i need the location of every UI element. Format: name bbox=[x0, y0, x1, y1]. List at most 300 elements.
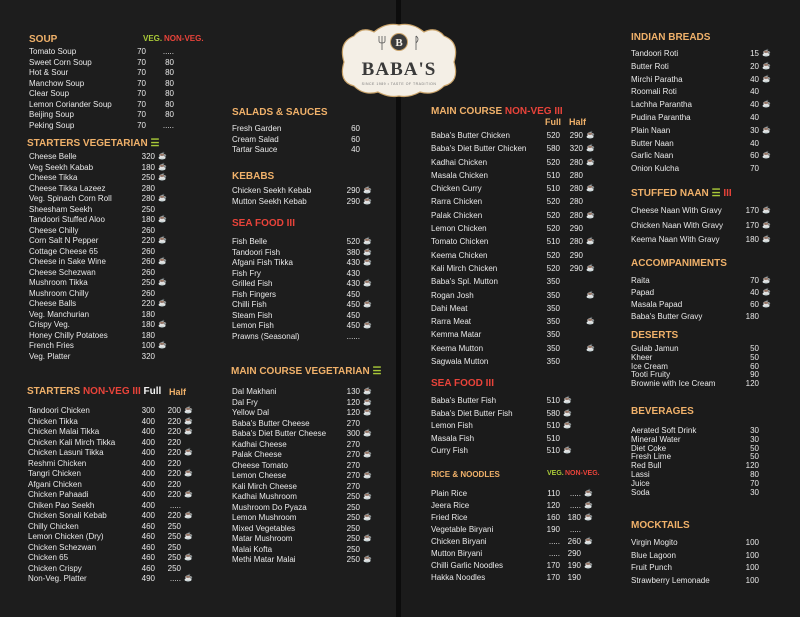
menu-item-price: 120 bbox=[745, 379, 759, 389]
menu-item-price: 180 bbox=[745, 235, 759, 244]
chef-hat-icon: ☕ bbox=[762, 301, 771, 308]
menu-item-price: 250 bbox=[346, 513, 360, 522]
mocktails-title: MOCKTAILS bbox=[631, 520, 690, 531]
menu-item bbox=[431, 445, 591, 458]
chef-hat-icon: ☕ bbox=[586, 291, 595, 299]
chef-hat-icon: ☕ bbox=[762, 101, 771, 109]
menu-item-name: Mineral Water bbox=[631, 434, 681, 444]
chef-hat-icon: ☕ bbox=[363, 388, 372, 395]
chef-hat-icon: ☕ bbox=[586, 264, 595, 272]
menu-item-price-full: 520 bbox=[546, 210, 560, 220]
menu-item-price-half: 280 bbox=[569, 210, 583, 220]
chef-hat-icon: ☕ bbox=[762, 221, 771, 229]
menu-item-price-half: 180 bbox=[567, 513, 581, 522]
menu-item-name: Fish Belle bbox=[232, 237, 268, 246]
menu-item bbox=[28, 448, 208, 459]
menu-item bbox=[29, 58, 199, 69]
chef-hat-icon: ☕ bbox=[584, 538, 593, 545]
menu-item bbox=[631, 48, 771, 61]
menu-item-name: Cheese Naan With Gravy bbox=[631, 206, 722, 215]
chef-hat-icon: ☕ bbox=[584, 502, 593, 509]
menu-item-price-half: 290 bbox=[569, 250, 583, 260]
menu-item bbox=[29, 184, 189, 195]
menu-item-price-full: 400 bbox=[141, 448, 155, 457]
menu-item-price-full: 350 bbox=[546, 317, 560, 327]
menu-item bbox=[431, 182, 616, 195]
soup-section bbox=[29, 34, 204, 130]
chef-hat-icon: ☕ bbox=[563, 447, 572, 455]
menu-item-price: 280 bbox=[141, 194, 155, 203]
menu-item-price-half: 220 bbox=[167, 437, 181, 447]
menu-item-price: 260 bbox=[141, 225, 155, 235]
menu-item bbox=[29, 226, 189, 237]
menu-item-name: Lemon Fish bbox=[232, 321, 274, 330]
menu-item-name: Dahi Meat bbox=[431, 303, 468, 313]
menu-item-price: 120 bbox=[346, 408, 360, 417]
chef-hat-icon: ☕ bbox=[762, 50, 771, 57]
svg-text:B: B bbox=[395, 37, 403, 49]
menu-item bbox=[232, 419, 382, 430]
menu-item-name: Chicken Sonali Kebab bbox=[28, 511, 107, 520]
menu-item-price-full: 460 bbox=[141, 553, 155, 562]
chef-hat-icon: ☕ bbox=[584, 514, 593, 521]
menu-item-price-half: ..... bbox=[162, 47, 174, 56]
menu-item-price-half: 320 bbox=[569, 144, 583, 154]
menu-item-price: 450 bbox=[346, 321, 360, 330]
menu-item bbox=[232, 555, 382, 566]
menu-item-price-full: 110 bbox=[547, 489, 560, 498]
menu-item bbox=[28, 469, 208, 480]
menu-item-name: Yellow Dal bbox=[232, 408, 270, 417]
menu-item bbox=[29, 247, 189, 258]
menu-item-price-half: 80 bbox=[165, 57, 174, 67]
starters-veg-title-text: STARTERS VEGETARIAN bbox=[27, 138, 148, 149]
menu-item-name: Lemon Coriander Soup bbox=[29, 99, 112, 109]
menu-item-name: Chicken Schezwan bbox=[28, 542, 97, 552]
menu-item-price-half: ..... bbox=[169, 574, 181, 583]
menu-item bbox=[232, 440, 382, 451]
starters-veg-title bbox=[27, 138, 187, 150]
menu-item-price-full: 400 bbox=[141, 427, 155, 436]
menu-item-name: Chicken Tikka bbox=[28, 416, 78, 426]
menu-item-price: 250 bbox=[346, 492, 360, 501]
menu-item-name: French Fries bbox=[29, 341, 74, 350]
rice-veg-header: VEG. bbox=[547, 470, 564, 477]
menu-item bbox=[29, 352, 189, 363]
chef-hat-icon: ☕ bbox=[363, 451, 372, 458]
main-nonveg-title-red: NON-VEG bbox=[504, 106, 552, 117]
menu-item bbox=[29, 163, 189, 174]
menu-item-price-full: 400 bbox=[141, 469, 155, 478]
menu-item-price: 510 bbox=[546, 421, 560, 431]
menu-item bbox=[29, 47, 199, 58]
menu-item-name: Mutton Seekh Kebab bbox=[232, 196, 307, 206]
menu-item bbox=[232, 429, 382, 440]
menu-item-price-full: 460 bbox=[141, 532, 155, 541]
chef-hat-icon: ☕ bbox=[762, 277, 771, 284]
menu-item bbox=[431, 209, 616, 222]
seafood2-title bbox=[431, 378, 591, 390]
menu-item-price-full: ..... bbox=[548, 549, 560, 558]
menu-item-name: Corn Salt N Pepper bbox=[29, 236, 99, 245]
menu-item bbox=[28, 427, 208, 438]
menu-item-price: 120 bbox=[346, 397, 360, 407]
menu-item-name: Mutton Biryani bbox=[431, 549, 483, 558]
menu-item bbox=[431, 355, 616, 368]
menu-item-name: Clear Soup bbox=[29, 89, 70, 98]
menu-item-name: Kali Mirch Cheese bbox=[232, 481, 297, 491]
menu-item-price: 40 bbox=[750, 112, 759, 122]
menu-item bbox=[431, 408, 591, 421]
menu-item-name: Tandoori Stuffed Aloo bbox=[29, 215, 105, 224]
menu-item-name: Hot & Sour bbox=[29, 68, 69, 77]
menu-item-price: 30 bbox=[750, 487, 759, 497]
chef-hat-icon: ☕ bbox=[563, 422, 572, 430]
chef-hat-icon: ☕ bbox=[363, 259, 372, 266]
menu-item bbox=[232, 482, 382, 493]
menu-item-price: 270 bbox=[346, 481, 360, 491]
menu-item-price-half: 220 bbox=[167, 427, 181, 436]
menu-item-price-full: 580 bbox=[546, 144, 560, 154]
chef-hat-icon: ☕ bbox=[158, 153, 167, 160]
menu-item-name: Veg Seekh Kabab bbox=[29, 162, 94, 172]
breads-section bbox=[631, 32, 771, 174]
menu-item-price: 260 bbox=[141, 257, 155, 266]
menu-item-name: Chicken Malai Tikka bbox=[28, 427, 100, 436]
chef-hat-icon: ☕ bbox=[762, 207, 771, 214]
menu-item-name: Fish Fingers bbox=[232, 289, 277, 299]
menu-item-price-half: 290 bbox=[569, 131, 583, 140]
menu-item bbox=[631, 311, 771, 323]
menu-item bbox=[232, 332, 382, 343]
chef-hat-icon: ☕ bbox=[363, 398, 372, 406]
menu-item-price: 170 bbox=[745, 206, 759, 215]
menu-item-price: 40 bbox=[750, 138, 759, 148]
menu-item bbox=[631, 125, 771, 138]
menu-item bbox=[28, 511, 208, 522]
menu-item-name: Mushroom Do Pyaza bbox=[232, 502, 307, 512]
menu-item bbox=[29, 152, 189, 163]
menu-item-name: Tandoori Roti bbox=[631, 49, 679, 58]
stuffed-title bbox=[631, 188, 771, 200]
menu-item-price: ...... bbox=[346, 331, 360, 341]
menu-item-name: Chicken Pahaadi bbox=[28, 490, 89, 499]
chef-hat-icon: ☕ bbox=[158, 163, 167, 171]
menu-item-price-full: 70 bbox=[137, 110, 146, 119]
menu-item-name: Gulab Jamun bbox=[631, 344, 679, 353]
menu-item-name: Lemon Fish bbox=[431, 421, 473, 431]
menu-item-price-half: 220 bbox=[167, 448, 181, 457]
chef-hat-icon: ☕ bbox=[762, 152, 771, 160]
menu-item-name: Butter Naan bbox=[631, 138, 674, 148]
menu-item-price: 270 bbox=[346, 418, 360, 428]
menu-item bbox=[28, 406, 208, 417]
menu-item-price: 50 bbox=[750, 452, 759, 462]
menu-item-name: Kheer bbox=[631, 352, 653, 362]
menu-item-price-full: 70 bbox=[137, 78, 146, 88]
menu-item-name: Mushroom Chilly bbox=[29, 288, 89, 298]
menu-item bbox=[29, 310, 189, 321]
menu-item-name: Fruit Punch bbox=[631, 563, 672, 572]
menu-item-price: 250 bbox=[346, 544, 360, 554]
menu-item-price: 20 bbox=[750, 61, 759, 71]
menu-item-name: Chilli Fish bbox=[232, 300, 267, 309]
menu-item-price: 70 bbox=[750, 164, 759, 174]
menu-item-name: Non-Veg. Platter bbox=[28, 574, 87, 583]
menu-item-name: Chicken Biryani bbox=[431, 537, 487, 546]
menu-item-name: Lassi bbox=[631, 469, 650, 479]
menu-item bbox=[28, 417, 208, 428]
spicy-icon: III bbox=[286, 218, 295, 229]
menu-item-price: 520 bbox=[346, 237, 360, 246]
brand-logo bbox=[334, 22, 464, 98]
menu-item-price-half: ..... bbox=[569, 501, 581, 510]
menu-item bbox=[431, 235, 616, 248]
menu-item-name: Chilly Chicken bbox=[28, 521, 79, 531]
menu-item bbox=[431, 302, 616, 315]
menu-item-price: 40 bbox=[351, 145, 360, 154]
menu-item-name: Honey Chilly Potatoes bbox=[29, 330, 108, 340]
menu-item-price-half: 220 bbox=[167, 469, 181, 478]
stuffed-section bbox=[631, 188, 771, 244]
menu-item-name: Baba's Diet Butter Chicken bbox=[431, 144, 527, 154]
menu-item bbox=[29, 320, 189, 331]
menu-item-name: Brownie with Ice Cream bbox=[631, 379, 716, 389]
menu-item-price: 320 bbox=[141, 351, 155, 361]
seafood-title bbox=[232, 218, 382, 230]
menu-item-price: 450 bbox=[346, 310, 360, 320]
menu-item bbox=[28, 459, 208, 470]
menu-item-name: Chicken Crispy bbox=[28, 563, 82, 573]
menu-item bbox=[431, 262, 616, 275]
menu-item bbox=[431, 560, 601, 572]
chef-hat-icon: ☕ bbox=[363, 248, 372, 256]
menu-item bbox=[631, 550, 771, 563]
menu-item bbox=[28, 574, 208, 585]
menu-item bbox=[631, 219, 771, 234]
menu-item-price: 290 bbox=[346, 186, 360, 195]
rice-title: RICE & NOODLES bbox=[431, 470, 500, 479]
menu-item-name: Afgani Chicken bbox=[28, 479, 82, 489]
menu-item bbox=[631, 99, 771, 112]
menu-item bbox=[29, 289, 189, 300]
menu-item-name: Cheese Chilly bbox=[29, 225, 79, 235]
menu-item-name: Mirchi Paratha bbox=[631, 74, 683, 84]
menu-item-name: Raita bbox=[631, 276, 650, 285]
chef-hat-icon: ☕ bbox=[586, 145, 595, 153]
veg-mark-icon: ☰ bbox=[711, 188, 721, 199]
menu-item-price: 260 bbox=[141, 267, 155, 277]
menu-item-price-full: 520 bbox=[546, 224, 560, 234]
menu-item bbox=[431, 488, 601, 500]
menu-item bbox=[28, 501, 208, 512]
menu-item-name: Cheese Tomato bbox=[232, 460, 288, 470]
chef-hat-icon: ☕ bbox=[586, 344, 595, 352]
menu-item bbox=[232, 124, 362, 135]
menu-item bbox=[232, 513, 382, 524]
chef-hat-icon: ☕ bbox=[363, 238, 372, 245]
menu-item bbox=[232, 534, 382, 545]
menu-item-name: Jeera Rice bbox=[431, 501, 470, 510]
menu-item bbox=[29, 257, 189, 268]
menu-item-price: 180 bbox=[141, 330, 155, 340]
menu-item bbox=[232, 503, 382, 514]
menu-item-price-full: 70 bbox=[137, 57, 146, 67]
menu-item bbox=[431, 222, 616, 235]
main-nonveg-section bbox=[431, 106, 616, 367]
brand-name: BABA'S bbox=[361, 59, 437, 80]
chef-hat-icon: ☕ bbox=[363, 187, 372, 194]
kebabs-title: KEBABS bbox=[232, 171, 275, 182]
menu-item-price-half: 220 bbox=[167, 490, 181, 499]
menu-item-price: 50 bbox=[750, 443, 759, 453]
menu-item-price: 40 bbox=[750, 87, 759, 97]
chef-hat-icon: ☕ bbox=[184, 470, 193, 477]
menu-item-price-half: ..... bbox=[569, 525, 581, 534]
menu-item-price: 450 bbox=[346, 289, 360, 299]
menu-item bbox=[29, 68, 199, 79]
soup-title: SOUP bbox=[29, 34, 58, 45]
menu-item-name: Keema Naan With Gravy bbox=[631, 235, 720, 244]
menu-item bbox=[431, 572, 601, 584]
menu-item-name: Beijing Soup bbox=[29, 110, 74, 119]
chef-hat-icon: ☕ bbox=[158, 216, 167, 223]
menu-item-price: 270 bbox=[346, 471, 360, 480]
menu-item-price-full: 70 bbox=[137, 120, 146, 130]
rice-nonveg-header: NON-VEG. bbox=[565, 470, 600, 477]
menu-item-price: 180 bbox=[745, 312, 759, 321]
menu-item bbox=[29, 299, 189, 310]
chef-hat-icon: ☕ bbox=[586, 158, 595, 166]
chef-hat-icon: ☕ bbox=[184, 417, 193, 425]
chef-hat-icon: ☕ bbox=[586, 238, 595, 246]
menu-item-price: 450 bbox=[346, 300, 360, 309]
menu-item-price-half: 220 bbox=[167, 458, 181, 468]
menu-item-name: Red Bull bbox=[631, 461, 662, 471]
menu-item-price-half: 80 bbox=[165, 99, 174, 109]
menu-item bbox=[431, 289, 616, 302]
menu-item bbox=[431, 395, 591, 408]
menu-item-price: 260 bbox=[141, 288, 155, 298]
menu-item-price: 30 bbox=[750, 434, 759, 444]
brand-tagline: SINCE 1989 • TASTE OF TRADITION bbox=[361, 82, 437, 86]
menu-item bbox=[232, 408, 382, 419]
menu-item-name: Cheese in Sake Wine bbox=[29, 257, 106, 266]
starters-veg-section bbox=[27, 138, 187, 361]
menu-item bbox=[232, 387, 382, 398]
seafood-section bbox=[232, 218, 382, 341]
menu-item-price-full: 170 bbox=[546, 573, 560, 582]
menu-item-price-full: 300 bbox=[141, 406, 155, 415]
menu-item-price-half: 290 bbox=[569, 224, 583, 234]
menu-item-price-half: ..... bbox=[569, 489, 581, 498]
chef-hat-icon: ☕ bbox=[762, 62, 771, 70]
chef-hat-icon: ☕ bbox=[363, 197, 372, 205]
menu-item-name: Tomato Chicken bbox=[431, 237, 489, 247]
menu-item-name: Veg. Platter bbox=[29, 351, 71, 361]
menu-item-price: 40 bbox=[750, 288, 759, 297]
menu-item-price-full: 400 bbox=[141, 500, 155, 510]
menu-item-name: Matar Mushroom bbox=[232, 534, 293, 543]
menu-item-name: Keema Chicken bbox=[431, 250, 488, 260]
seafood2-title-text: SEA FOOD bbox=[431, 378, 483, 389]
menu-item-name: Steam Fish bbox=[232, 310, 273, 320]
menu-item bbox=[232, 461, 382, 472]
chef-hat-icon: ☕ bbox=[158, 279, 167, 286]
menu-item bbox=[631, 138, 771, 151]
spicy-icon: III bbox=[554, 106, 563, 117]
menu-item bbox=[631, 380, 771, 389]
menu-item-name: Baba's Butter Fish bbox=[431, 396, 497, 405]
menu-item-name: Fresh Lime bbox=[631, 452, 672, 462]
main-veg-section bbox=[231, 366, 382, 564]
menu-item-price-full: 160 bbox=[546, 513, 560, 522]
menu-item-price-full: 350 bbox=[546, 357, 560, 367]
main-veg-title-text: MAIN COURSE VEGETARIAN bbox=[231, 366, 370, 377]
menu-item-price-full: 520 bbox=[546, 197, 560, 207]
menu-item bbox=[29, 79, 199, 90]
spicy-icon: III bbox=[132, 386, 141, 397]
menu-item bbox=[28, 522, 208, 533]
menu-item-price: 250 bbox=[346, 555, 360, 564]
menu-item bbox=[431, 129, 616, 142]
menu-item-price-full: 350 bbox=[546, 290, 560, 300]
menu-item-price: 180 bbox=[141, 320, 155, 329]
menu-item-name: Chicken Lasuni Tikka bbox=[28, 448, 104, 457]
menu-item bbox=[431, 275, 616, 288]
menu-item-name: Cream Salad bbox=[232, 134, 279, 144]
menu-item-name: Tomato Soup bbox=[29, 47, 77, 56]
menu-item bbox=[431, 524, 601, 536]
menu-item-name: Lemon Chicken bbox=[431, 224, 487, 234]
menu-item-name: Rogan Josh bbox=[431, 290, 474, 300]
menu-item-name: Rarra Chicken bbox=[431, 197, 483, 207]
menu-item bbox=[431, 420, 591, 433]
menu-item bbox=[631, 489, 771, 498]
chef-hat-icon: ☕ bbox=[586, 132, 595, 139]
chef-hat-icon: ☕ bbox=[158, 174, 167, 181]
menu-item-price-half: 250 bbox=[167, 542, 181, 552]
main-nonveg-title-text: MAIN COURSE bbox=[431, 106, 503, 117]
menu-item-name: Afgani Fish Tikka bbox=[232, 258, 293, 267]
menu-item bbox=[232, 248, 382, 259]
menu-item-name: Masala Fish bbox=[431, 433, 475, 443]
chef-hat-icon: ☕ bbox=[363, 472, 372, 479]
menu-item-price-full: 70 bbox=[137, 47, 146, 56]
menu-item-price-half: 80 bbox=[165, 78, 174, 88]
chef-hat-icon: ☕ bbox=[363, 301, 372, 308]
menu-item-name: Virgin Mogito bbox=[631, 538, 678, 547]
starters-nonveg-title-text: STARTERS bbox=[27, 386, 81, 397]
menu-item-price: 250 bbox=[141, 173, 155, 182]
chef-hat-icon: ☕ bbox=[762, 75, 771, 83]
menu-item bbox=[29, 100, 199, 111]
menu-item-name: Palak Chicken bbox=[431, 210, 483, 220]
menu-item-name: Ice Cream bbox=[631, 361, 668, 371]
kebabs-section bbox=[232, 171, 382, 206]
menu-item-name: Kali Mirch Chicken bbox=[431, 263, 498, 273]
chef-hat-icon: ☕ bbox=[586, 318, 595, 326]
menu-item-price-half: 280 bbox=[569, 157, 583, 167]
menu-item-price-full: 350 bbox=[546, 343, 560, 353]
menu-item-name: Fried Rice bbox=[431, 513, 468, 522]
menu-item-price: 220 bbox=[141, 236, 155, 245]
chef-hat-icon: ☕ bbox=[363, 322, 372, 329]
menu-item bbox=[29, 121, 199, 132]
menu-item-price-half: 220 bbox=[167, 416, 181, 426]
menu-item-price: 510 bbox=[546, 446, 560, 456]
salads-title: SALADS & SAUCES bbox=[232, 107, 328, 118]
